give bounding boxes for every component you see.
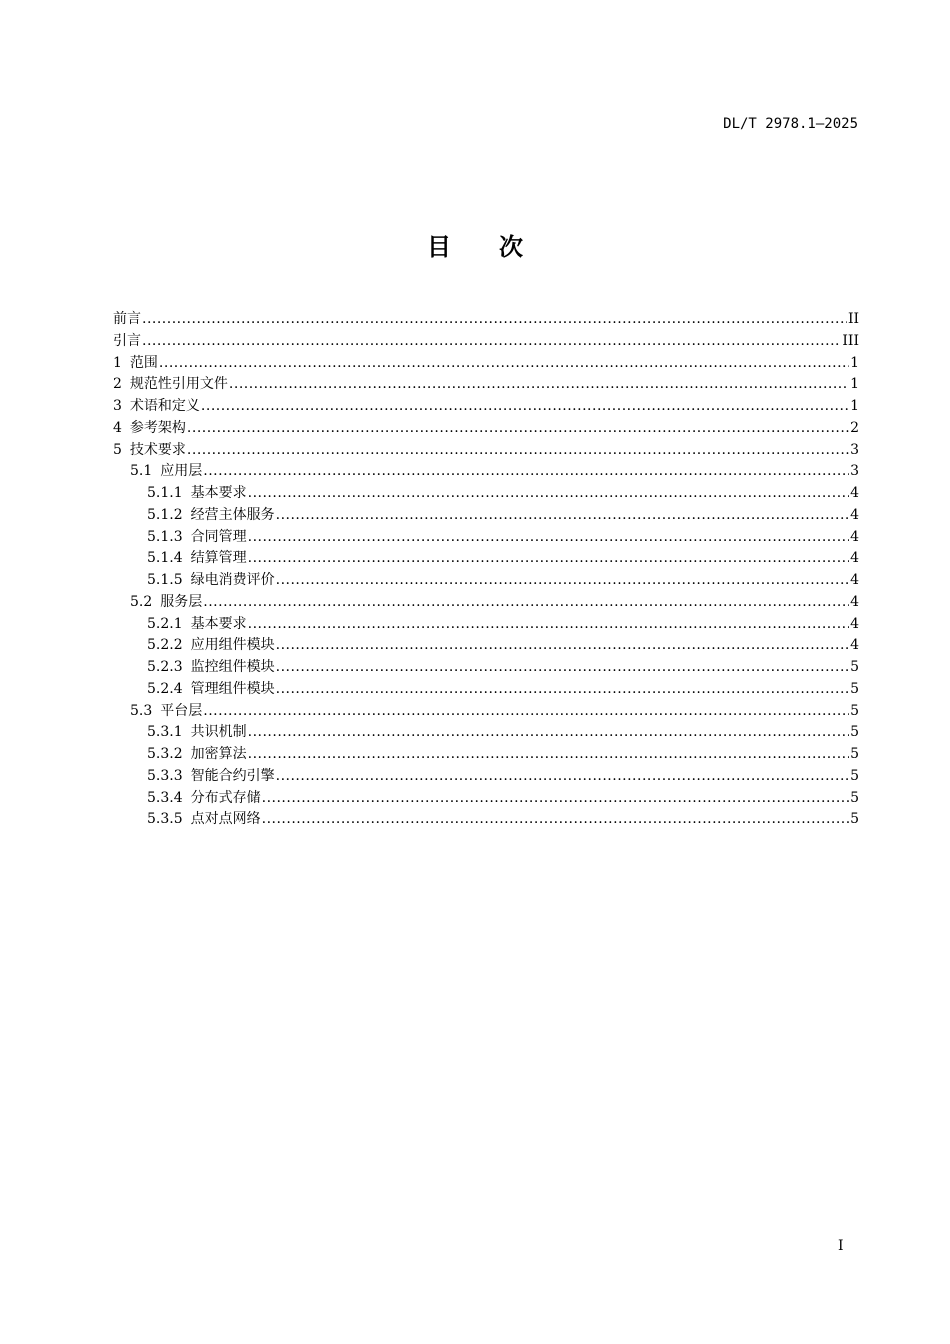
toc-entry-label: 监控组件模块 bbox=[190, 659, 275, 675]
toc-entry-page: 4 bbox=[850, 615, 859, 632]
toc-entry-label: 技术要求 bbox=[129, 441, 186, 458]
toc-entry-page: 3 bbox=[850, 441, 859, 458]
toc-entry[interactable] bbox=[113, 635, 859, 657]
toc-entry-label: 共识机制 bbox=[190, 724, 247, 741]
toc-entry-label: 规范性引用文件 bbox=[129, 376, 228, 393]
toc-dot-leader bbox=[276, 505, 849, 527]
toc-entry[interactable] bbox=[113, 331, 859, 353]
toc-entry-number: 5.3.3 bbox=[147, 767, 183, 784]
toc-entry-number: 5.1 bbox=[130, 463, 153, 480]
toc-entry-number: 5.2.1 bbox=[147, 615, 183, 632]
toc-entry-page: 5 bbox=[850, 659, 859, 675]
toc-dot-leader bbox=[276, 570, 849, 592]
toc-dot-leader bbox=[142, 331, 841, 353]
toc-entry-number: 5.1.1 bbox=[147, 485, 183, 501]
toc-entry[interactable] bbox=[113, 461, 859, 483]
toc-entry-number: 5 bbox=[113, 441, 122, 458]
toc-entry-number: 5.1.4 bbox=[147, 550, 183, 567]
page-title: 目次 bbox=[427, 233, 571, 261]
toc-entry-page: 5 bbox=[850, 811, 859, 828]
toc-dot-leader bbox=[248, 744, 849, 766]
toc-dot-leader bbox=[203, 701, 849, 723]
toc-entry-page: 4 bbox=[850, 593, 859, 610]
toc-dot-leader bbox=[201, 396, 849, 418]
toc-entry-label: 合同管理 bbox=[190, 528, 247, 545]
toc-entry-page: II bbox=[847, 311, 859, 327]
toc-entry[interactable] bbox=[113, 440, 859, 462]
toc-entry-label: 前言 bbox=[113, 311, 141, 327]
toc-entry[interactable] bbox=[113, 483, 859, 505]
toc-entry-page: 5 bbox=[850, 746, 859, 762]
toc-entry-label: 分布式存储 bbox=[190, 789, 261, 806]
toc-entry-label: 术语和定义 bbox=[129, 398, 200, 414]
toc-entry-page: 4 bbox=[850, 485, 859, 501]
toc-entry-label: 绿电消费评价 bbox=[190, 572, 275, 588]
toc-entry-label: 经营主体服务 bbox=[190, 506, 275, 523]
toc-entry-label: 管理组件模块 bbox=[190, 680, 275, 697]
toc-entry-page: 4 bbox=[850, 637, 859, 654]
toc-entry-label: 参考架构 bbox=[129, 419, 186, 436]
toc-entry-page: 1 bbox=[850, 376, 859, 393]
toc-entry-page: 3 bbox=[850, 463, 859, 480]
toc-dot-leader bbox=[187, 440, 849, 462]
toc-entry-number: 5.1.3 bbox=[147, 528, 183, 545]
toc-entry-number: 5.1.5 bbox=[147, 572, 183, 588]
toc-dot-leader bbox=[142, 309, 847, 331]
toc-dot-leader bbox=[248, 527, 849, 549]
toc-entry-label: 应用层 bbox=[160, 463, 203, 480]
toc-entry-number: 5.2.4 bbox=[147, 680, 183, 697]
toc-dot-leader bbox=[276, 679, 849, 701]
toc-entry-number: 5.3 bbox=[130, 702, 153, 719]
toc-dot-leader bbox=[159, 353, 849, 375]
toc-entry-label: 基本要求 bbox=[190, 485, 247, 501]
toc-entry-page: 1 bbox=[850, 354, 859, 371]
table-of-contents bbox=[113, 309, 859, 831]
toc-entry-number: 5.2 bbox=[130, 593, 153, 610]
toc-entry-page: 5 bbox=[850, 702, 859, 719]
toc-entry-page: 5 bbox=[850, 680, 859, 697]
page-number: I bbox=[838, 1238, 844, 1254]
toc-dot-leader bbox=[276, 635, 849, 657]
toc-entry-number: 5.3.4 bbox=[147, 789, 183, 806]
toc-dot-leader bbox=[229, 374, 849, 396]
toc-dot-leader bbox=[187, 418, 849, 440]
toc-entry[interactable] bbox=[113, 374, 859, 396]
toc-entry-label: 智能合约引擎 bbox=[190, 767, 275, 784]
toc-dot-leader bbox=[248, 483, 849, 505]
toc-entry-label: 范围 bbox=[129, 354, 158, 371]
toc-entry[interactable] bbox=[113, 766, 859, 788]
toc-entry[interactable] bbox=[113, 809, 859, 831]
toc-entry-page: 2 bbox=[850, 419, 859, 436]
toc-entry-page: 4 bbox=[850, 572, 859, 588]
toc-entry-number: 5.3.2 bbox=[147, 746, 183, 762]
toc-entry-label: 引言 bbox=[113, 332, 141, 349]
toc-entry[interactable] bbox=[113, 788, 859, 810]
toc-entry-number: 5.2.3 bbox=[147, 659, 183, 675]
toc-dot-leader bbox=[276, 657, 849, 679]
toc-entry-number: 2 bbox=[113, 376, 122, 393]
toc-entry[interactable] bbox=[113, 570, 859, 592]
toc-entry[interactable] bbox=[113, 592, 859, 614]
toc-entry-number: 1 bbox=[113, 354, 122, 371]
toc-dot-leader bbox=[262, 788, 849, 810]
toc-entry[interactable] bbox=[113, 396, 859, 418]
toc-entry-page: 4 bbox=[850, 550, 859, 567]
toc-entry-page: 1 bbox=[850, 398, 859, 414]
toc-dot-leader bbox=[248, 722, 849, 744]
toc-entry-label: 结算管理 bbox=[190, 550, 247, 567]
toc-dot-leader bbox=[248, 614, 849, 636]
toc-entry-page: 4 bbox=[850, 506, 859, 523]
toc-entry-page: III bbox=[842, 332, 859, 349]
toc-entry[interactable] bbox=[113, 722, 859, 744]
toc-dot-leader bbox=[276, 766, 849, 788]
toc-entry-page: 4 bbox=[850, 528, 859, 545]
toc-entry[interactable] bbox=[113, 614, 859, 636]
toc-entry[interactable] bbox=[113, 418, 859, 440]
toc-entry-number: 5.1.2 bbox=[147, 506, 183, 523]
toc-entry[interactable] bbox=[113, 701, 859, 723]
toc-entry-label: 应用组件模块 bbox=[190, 637, 275, 654]
toc-dot-leader bbox=[262, 809, 849, 831]
document-code: DL/T 2978.1—2025 bbox=[723, 116, 858, 132]
toc-entry-label: 点对点网络 bbox=[190, 811, 261, 828]
toc-entry-number: 5.3.5 bbox=[147, 811, 183, 828]
toc-entry[interactable] bbox=[113, 679, 859, 701]
toc-entry-label: 平台层 bbox=[160, 702, 203, 719]
toc-entry-number: 3 bbox=[113, 398, 122, 414]
toc-entry-page: 5 bbox=[850, 767, 859, 784]
toc-entry[interactable] bbox=[113, 353, 859, 375]
toc-entry-label: 服务层 bbox=[160, 593, 203, 610]
toc-dot-leader bbox=[203, 592, 849, 614]
toc-entry[interactable] bbox=[113, 548, 859, 570]
toc-entry[interactable] bbox=[113, 505, 859, 527]
toc-entry[interactable] bbox=[113, 744, 859, 766]
toc-entry-page: 5 bbox=[850, 724, 859, 741]
toc-entry-number: 4 bbox=[113, 419, 122, 436]
toc-dot-leader bbox=[248, 548, 849, 570]
toc-entry[interactable] bbox=[113, 657, 859, 679]
toc-dot-leader bbox=[203, 461, 849, 483]
toc-entry-number: 5.3.1 bbox=[147, 724, 183, 741]
toc-entry-label: 加密算法 bbox=[190, 746, 247, 762]
toc-entry-page: 5 bbox=[850, 789, 859, 806]
toc-entry[interactable] bbox=[113, 527, 859, 549]
toc-entry-label: 基本要求 bbox=[190, 615, 247, 632]
toc-entry-number: 5.2.2 bbox=[147, 637, 183, 654]
toc-entry[interactable] bbox=[113, 309, 859, 331]
